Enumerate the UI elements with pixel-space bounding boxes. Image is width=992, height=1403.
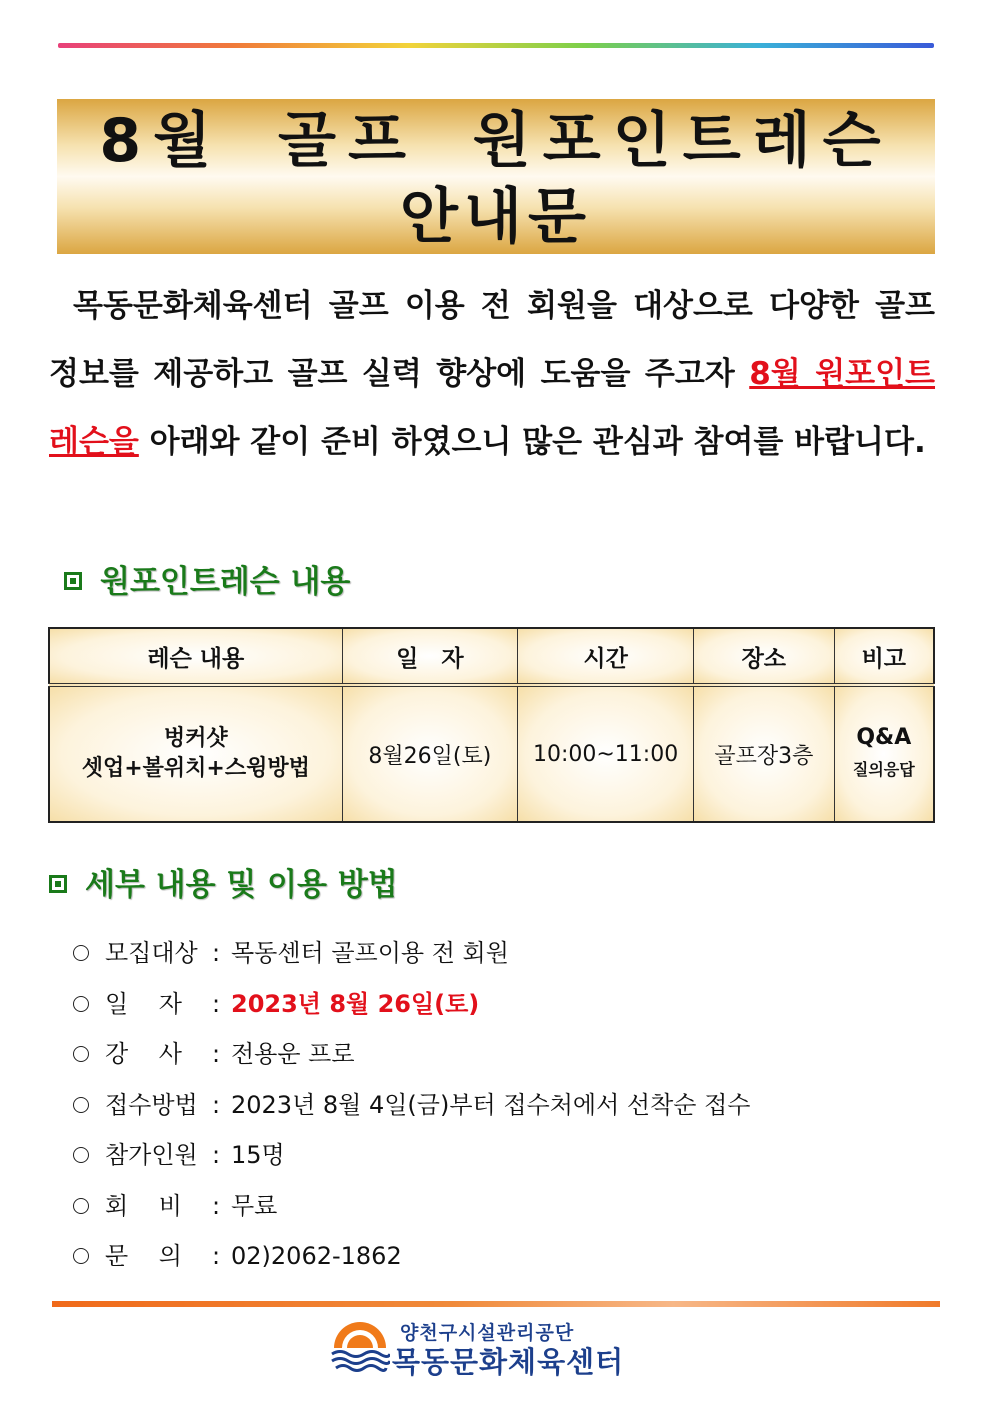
detail-colon: : [211,939,221,968]
detail-label: 참가인원 [105,1141,198,1170]
details-list [73,928,750,1282]
cell-place: 골프장3층 [694,685,835,822]
footer-org-name: 양천구시설관리공단 [400,1322,575,1344]
intro-text-start: 목동문화체육센터 골프 이용 전 회원을 대상으로 다양한 골프 정보를 제공하고 골프 실력 향상에 도움을 주고자 [49,288,935,392]
cell-time: 10:00~11:00 [518,685,694,822]
detail-label: 접수방법 [105,1090,198,1119]
lesson-content-line2: 셋업+볼위치+스윙방법 [81,756,310,781]
top-rainbow-divider [58,43,934,48]
lesson-table [48,627,935,823]
detail-item-contact [73,1231,750,1282]
detail-colon: : [211,1242,221,1271]
sun-wave-logo-icon [330,1318,390,1376]
note-line1: Q&A [856,725,912,750]
footer-divider [52,1301,940,1307]
detail-colon: : [211,1191,221,1220]
header-cell-place: 장소 [694,628,835,685]
circle-bullet-icon [73,1147,89,1163]
page-title: 8월 골프 원포인트레슨 [99,106,893,176]
table-header-row [49,628,934,685]
circle-bullet-icon [73,1046,89,1062]
cell-lesson-content [49,685,342,822]
detail-item-capacity [73,1130,750,1181]
detail-value: 무료 [231,1191,278,1220]
detail-value: 목동센터 골프이용 전 회원 [231,939,509,968]
lesson-content-line1: 벙커샷 [163,726,228,751]
square-bullet-icon [49,875,67,893]
title-banner [57,99,935,254]
detail-value: 전용운 프로 [231,1040,355,1069]
detail-value: 2023년 8월 26일(토) [231,989,480,1018]
page-subtitle: 안내문 [400,182,592,252]
circle-bullet-icon [73,945,89,961]
detail-colon: : [211,1141,221,1170]
detail-label: 일 자 [105,989,182,1018]
section-lesson-title: 원포인트레슨 내용 [100,564,351,600]
cell-note [834,685,934,822]
footer-center-name: 목동문화체육센터 [392,1345,625,1379]
detail-item-recruit [73,928,750,979]
circle-bullet-icon [73,996,89,1012]
detail-label: 회 비 [105,1191,182,1220]
detail-colon: : [211,1090,221,1119]
section-details-title: 세부 내용 및 이용 방법 [85,867,398,903]
note-line2: 질의응답 [852,760,915,779]
cell-date: 8월26일(토) [342,685,518,822]
circle-bullet-icon [73,1097,89,1113]
section-details-heading [49,859,398,904]
detail-label: 문 의 [105,1242,182,1271]
square-bullet-icon [64,572,82,590]
table-row [49,685,934,822]
detail-item-date [73,979,750,1030]
detail-item-fee [73,1181,750,1232]
section-lesson-heading [64,556,350,601]
header-cell-date: 일 자 [342,628,518,685]
circle-bullet-icon [73,1248,89,1264]
detail-label: 모집대상 [105,939,198,968]
intro-text-end: 아래와 같이 준비 하였으니 많은 관심과 참여를 바랍니다. [138,424,926,460]
detail-colon: : [211,989,221,1018]
detail-value: 02)2062-1862 [231,1242,402,1271]
detail-colon: : [211,1040,221,1069]
intro-paragraph [49,272,935,476]
detail-item-instructor [73,1029,750,1080]
detail-value: 2023년 8월 4일(금)부터 접수처에서 선착순 접수 [231,1090,751,1119]
header-cell-note: 비고 [834,628,934,685]
detail-label: 강 사 [105,1040,182,1069]
header-cell-time: 시간 [518,628,694,685]
intro-highlight: 8월 원포인트레슨을 [49,356,936,460]
detail-item-registration [73,1080,750,1131]
detail-value: 15명 [231,1141,285,1170]
header-cell-content: 레슨 내용 [49,628,342,685]
footer-logo [330,1318,670,1378]
circle-bullet-icon [73,1198,89,1214]
